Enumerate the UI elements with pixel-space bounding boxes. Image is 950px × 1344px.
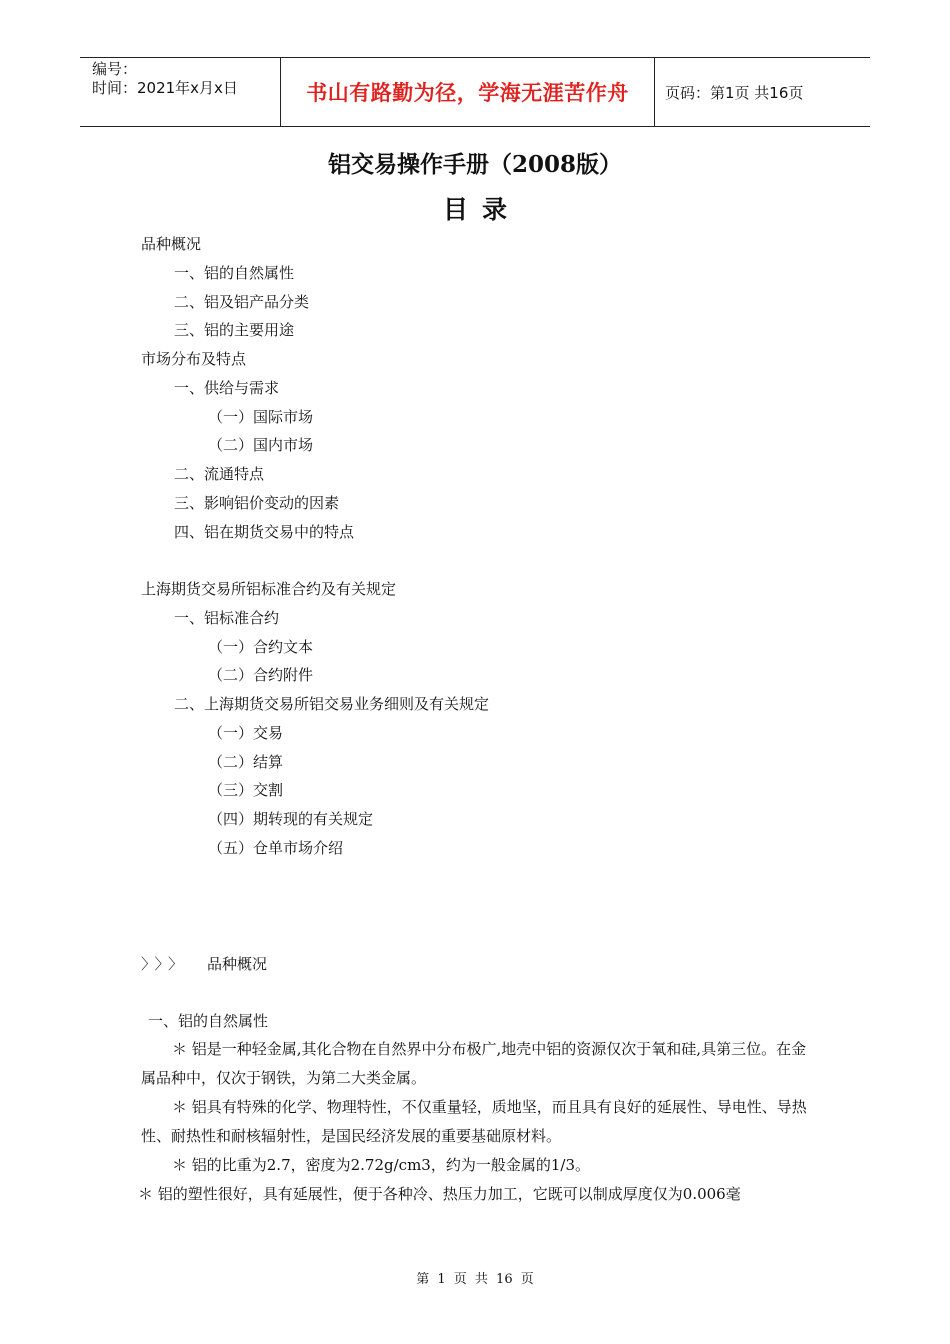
subsection-heading: 一、铝的自然属性 — [148, 1012, 269, 1030]
header-page-info: 页码：第1页 共16页 — [665, 83, 804, 102]
body-paragraph: ＊ 铝具有特殊的化学、物理特性，不仅重量轻，质地坚，而且具有良好的延展性、导电性、导热性、耐热性和耐核辐射性，是国民经济发展的重要基础原材料。 — [141, 1098, 807, 1145]
toc-item: 二、上海期货交易所铝交易业务细则及有关规定 — [174, 695, 490, 713]
document-time-label: 时间：2021年x月x日 — [92, 79, 238, 97]
toc-item: 一、铝的自然属性 — [174, 264, 295, 282]
page-header — [80, 57, 870, 127]
toc-item: 市场分布及特点 — [141, 350, 247, 368]
body-paragraph: ＊ 铝的比重为2.7，密度为2.72g/cm3，约为一般金属的1/3。 — [172, 1156, 590, 1174]
toc-item: 一、铝标准合约 — [174, 609, 280, 627]
toc-item: 四、铝在期货交易中的特点 — [174, 523, 355, 541]
document-number-label: 编号： — [92, 60, 138, 78]
body-paragraph: ＊ 铝的塑性很好，具有延展性，便于各种冷、热压力加工，它既可以制成厚度仅为0.006毫 — [138, 1185, 741, 1203]
section-title: 品种概况 — [207, 955, 268, 973]
toc-item: 二、流通特点 — [174, 465, 265, 483]
toc-item: （一）合约文本 — [208, 638, 314, 656]
section-arrows: 〉〉〉 — [141, 955, 190, 973]
toc-item: （二）结算 — [208, 753, 284, 771]
toc-item: （三）交割 — [208, 781, 284, 799]
toc-item: 品种概况 — [141, 235, 202, 253]
toc-item: （二）合约附件 — [208, 666, 314, 684]
toc-item: （二）国内市场 — [208, 436, 314, 454]
toc-item: （四）期转现的有关规定 — [208, 810, 374, 828]
toc-item: （五）仓单市场介绍 — [208, 839, 344, 857]
toc-item: 三、铝的主要用途 — [174, 321, 295, 339]
header-meta — [80, 58, 281, 126]
document-title: 铝交易操作手册（2008版） — [327, 151, 622, 178]
toc-item: （一）交易 — [208, 724, 284, 742]
toc-item: 上海期货交易所铝标准合约及有关规定 — [141, 580, 397, 598]
toc-item: 三、影响铝价变动的因素 — [174, 494, 340, 512]
section-heading — [141, 953, 267, 974]
toc-item: （一）国际市场 — [208, 408, 314, 426]
header-motto: 书山有路勤为径，学海无涯苦作舟 — [281, 58, 655, 126]
body-paragraph: ＊ 铝是一种轻金属,其化合物在自然界中分布极广,地壳中铝的资源仅次于氧和硅,具第三位。在金属品种中，仅次于钢铁，为第二大类金属。 — [141, 1040, 807, 1087]
page-footer: 第 1 页 共 16 页 — [416, 1272, 534, 1287]
toc-title: 目录 — [442, 195, 521, 224]
toc-item: 一、供给与需求 — [174, 379, 280, 397]
toc-item: 二、铝及铝产品分类 — [174, 293, 310, 311]
